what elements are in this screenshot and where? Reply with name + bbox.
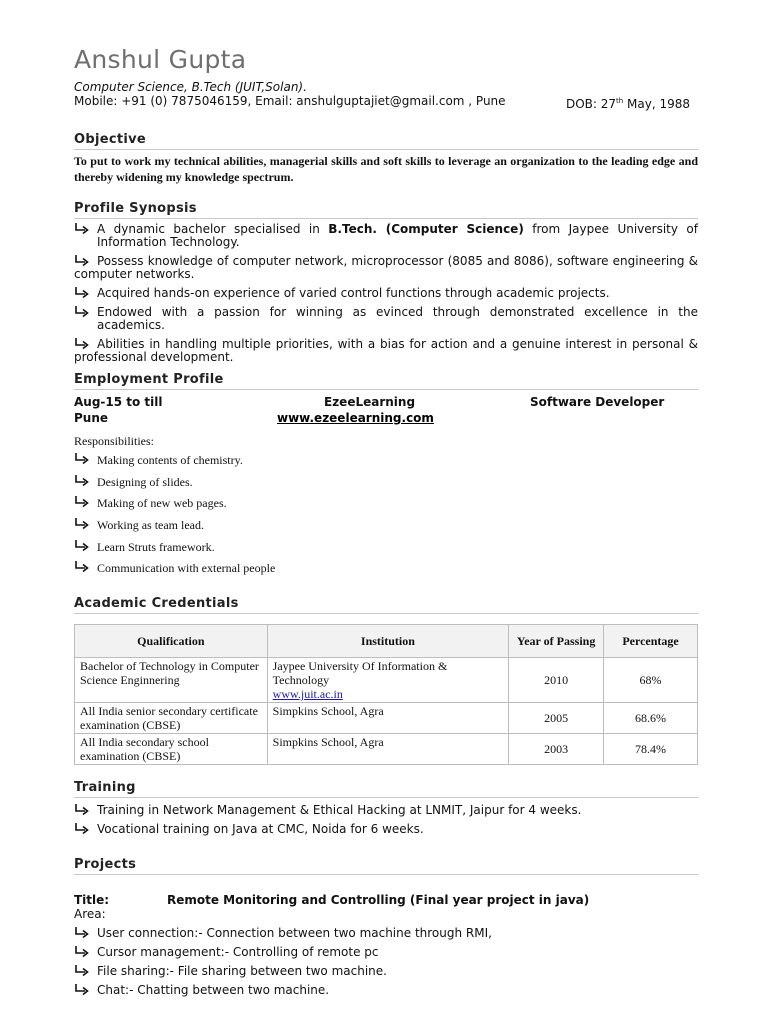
projects-heading: Projects xyxy=(74,856,698,875)
project-title-row xyxy=(74,892,698,908)
arrow-bullet-icon xyxy=(74,964,90,978)
percentage-cell: 68% xyxy=(604,658,698,703)
list-item: Training in Network Management & Ethical Hacking at LNMIT, Jaipur for 4 weeks. xyxy=(74,804,698,817)
arrow-bullet-icon xyxy=(74,474,90,488)
list-item: User connection:- Connection between two machine through RMI, xyxy=(74,927,698,940)
institution-cell: Jaypee University Of Information & Technology www.juit.ac.in xyxy=(267,658,509,703)
arrow-bullet-icon xyxy=(74,222,90,236)
percentage-cell: 78.4% xyxy=(604,734,698,765)
employment-row xyxy=(74,410,698,426)
objective-section xyxy=(74,131,698,185)
table-row xyxy=(75,658,698,703)
arrow-bullet-icon xyxy=(74,452,90,466)
degree-subtitle: Computer Science, B.Tech (JUIT,Solan). xyxy=(74,80,307,94)
arrow-bullet-icon xyxy=(74,945,90,959)
table-header-row xyxy=(75,625,698,658)
list-item: Chat:- Chatting between two machine. xyxy=(74,984,698,997)
arrow-bullet-icon xyxy=(74,286,90,300)
objective-heading: Objective xyxy=(74,131,698,150)
profile-synopsis-heading: Profile Synopsis xyxy=(74,200,698,219)
project-features-list xyxy=(74,927,698,997)
training-list xyxy=(74,804,698,836)
employer-website-link[interactable]: www.ezeelearning.com xyxy=(277,411,434,425)
list-item: Communication with external people xyxy=(74,561,698,583)
profile-synopsis-section xyxy=(74,200,698,370)
arrow-bullet-icon xyxy=(74,337,90,351)
arrow-bullet-icon xyxy=(74,560,90,574)
list-item: Making of new web pages. xyxy=(74,496,698,518)
year-cell: 2010 xyxy=(509,658,604,703)
year-cell: 2005 xyxy=(509,703,604,734)
academic-section xyxy=(74,595,698,765)
list-item: Making contents of chemistry. xyxy=(74,453,698,475)
responsibilities-list xyxy=(74,453,698,583)
arrow-bullet-icon xyxy=(74,822,90,836)
date-of-birth: DOB: 27th May, 1988 xyxy=(565,97,690,111)
arrow-bullet-icon xyxy=(74,517,90,531)
arrow-bullet-icon xyxy=(74,803,90,817)
training-heading: Training xyxy=(74,779,698,798)
list-item: Acquired hands-on experience of varied control functions through academic projects. xyxy=(74,287,698,300)
job-role: Software Developer xyxy=(530,395,665,409)
profile-list xyxy=(74,223,698,364)
arrow-bullet-icon xyxy=(74,254,90,268)
year-cell: 2003 xyxy=(509,734,604,765)
list-item: Working as team lead. xyxy=(74,518,698,540)
candidate-name: Anshul Gupta xyxy=(74,45,247,74)
qualification-cell: All India senior secondary certificate examination (CBSE) xyxy=(75,703,268,734)
arrow-bullet-icon xyxy=(74,495,90,509)
academic-heading: Academic Credentials xyxy=(74,595,698,614)
qualification-cell: All India secondary school examination (CBSE) xyxy=(75,734,268,765)
column-header: Year of Passing xyxy=(509,625,604,658)
institution-cell: Simpkins School, Agra xyxy=(267,734,509,765)
list-item: Abilities in handling multiple priorities, with a bias for action and a genuine interest in personal & professional development. xyxy=(74,337,698,364)
employer-name: EzeeLearning xyxy=(324,395,416,409)
column-header: Qualification xyxy=(75,625,268,658)
list-item: Cursor management:- Controlling of remote pc xyxy=(74,946,698,959)
employment-section xyxy=(74,371,698,583)
table-row xyxy=(75,703,698,734)
qualification-cell: Bachelor of Technology in Computer Science Enginnering xyxy=(75,658,268,703)
list-item: Possess knowledge of computer network, microprocessor (8085 and 8086), software engineering & computer networks. xyxy=(74,254,698,281)
arrow-bullet-icon xyxy=(74,926,90,940)
employment-period: Aug-15 to till xyxy=(74,395,163,409)
arrow-bullet-icon xyxy=(74,983,90,997)
list-item: Vocational training on Java at CMC, Noida for 6 weeks. xyxy=(74,823,698,836)
list-item: Learn Struts framework. xyxy=(74,540,698,562)
table-row xyxy=(75,734,698,765)
responsibilities-label: Responsibilities: xyxy=(74,434,155,448)
institution-cell: Simpkins School, Agra xyxy=(267,703,509,734)
contact-line xyxy=(74,94,698,111)
project-title-label: Title: xyxy=(74,893,110,907)
column-header: Institution xyxy=(267,625,509,658)
list-item: Designing of slides. xyxy=(74,475,698,497)
employment-heading: Employment Profile xyxy=(74,371,698,390)
employment-row xyxy=(74,394,698,410)
project-area-label: Area: xyxy=(74,907,106,921)
arrow-bullet-icon xyxy=(74,305,90,319)
list-item: Endowed with a passion for winning as evinced through demonstrated excellence in the academics. xyxy=(74,306,698,332)
list-item: File sharing:- File sharing between two machine. xyxy=(74,965,698,978)
objective-text: To put to work my technical abilities, managerial skills and soft skills to leverage an organization to the leading edge and thereby widening my knowledge spectrum. xyxy=(74,154,698,184)
project-title: Remote Monitoring and Controlling (Final year project in java) xyxy=(167,893,590,907)
employment-location: Pune xyxy=(74,411,109,425)
institution-website-link[interactable]: www.juit.ac.in xyxy=(272,687,343,701)
list-item: A dynamic bachelor specialised in B.Tech. (Computer Science) from Jaypee University of Information Technology. xyxy=(74,223,698,249)
training-section xyxy=(74,779,698,842)
arrow-bullet-icon xyxy=(74,539,90,553)
percentage-cell: 68.6% xyxy=(604,703,698,734)
academic-table xyxy=(74,624,698,765)
projects-section xyxy=(74,856,698,1003)
column-header: Percentage xyxy=(604,625,698,658)
contact-details: Mobile: +91 (0) 7875046159, Email: anshulguptajiet@gmail.com , Pune xyxy=(74,94,506,108)
